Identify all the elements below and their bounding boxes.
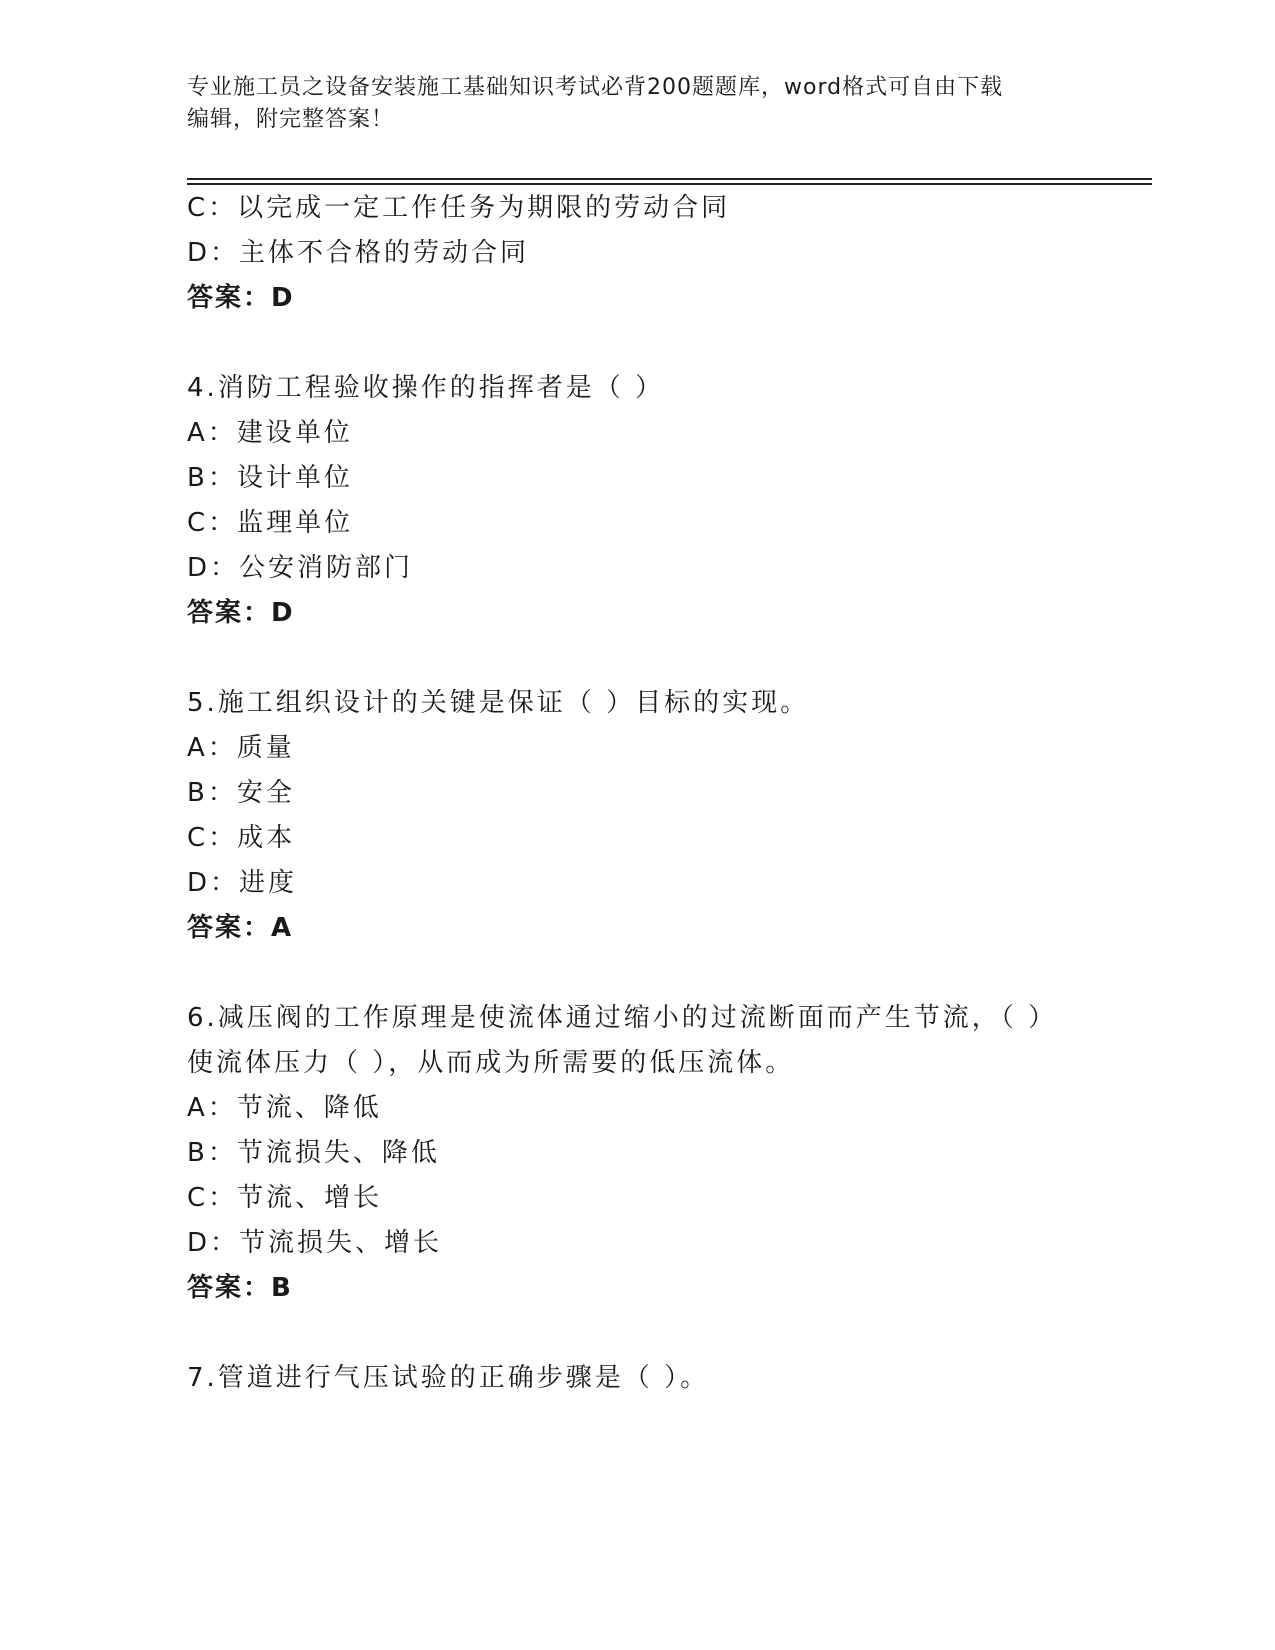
option-line: C：节流、增长 (187, 1183, 383, 1213)
option-line: C：以完成一定工作任务为期限的劳动合同 (187, 193, 731, 223)
header-divider-top (187, 178, 1152, 180)
answer-line: 答案：D (187, 598, 295, 628)
option-line: A：节流、降低 (187, 1093, 382, 1123)
header-title-line-2: 编辑，附完整答案！ (187, 107, 395, 132)
document-header (187, 72, 1087, 136)
question-line: 4.消防工程验收操作的指挥者是（ ） (187, 373, 665, 403)
option-line: B：节流损失、降低 (187, 1138, 440, 1168)
answer-line: 答案：A (187, 913, 294, 943)
question-line: 7.管道进行气压试验的正确步骤是（ ）。 (187, 1363, 710, 1393)
option-line: D：进度 (187, 868, 298, 898)
question-line: 6.减压阀的工作原理是使流体通过缩小的过流断面而产生节流，（ ） (187, 1003, 1058, 1033)
option-line: B：安全 (187, 778, 295, 808)
option-line: B：设计单位 (187, 463, 353, 493)
option-line: C：成本 (187, 823, 296, 853)
question-line-continued: 使流体压力（ ），从而成为所需要的低压流体。 (187, 1048, 795, 1078)
option-line: D：节流损失、增长 (187, 1228, 443, 1258)
question-line: 5.施工组织设计的关键是保证（ ）目标的实现。 (187, 688, 810, 718)
option-line: C：监理单位 (187, 508, 354, 538)
answer-line: 答案：D (187, 283, 295, 313)
option-line: A：质量 (187, 733, 295, 763)
option-line: A：建设单位 (187, 418, 353, 448)
option-line: D：主体不合格的劳动合同 (187, 238, 530, 268)
option-line: D：公安消防部门 (187, 553, 414, 583)
answer-line: 答案：B (187, 1273, 293, 1303)
header-title-line-1: 专业施工员之设备安装施工基础知识考试必背200题题库，word格式可自由下载 (187, 75, 1004, 100)
header-divider-bottom (187, 183, 1152, 185)
